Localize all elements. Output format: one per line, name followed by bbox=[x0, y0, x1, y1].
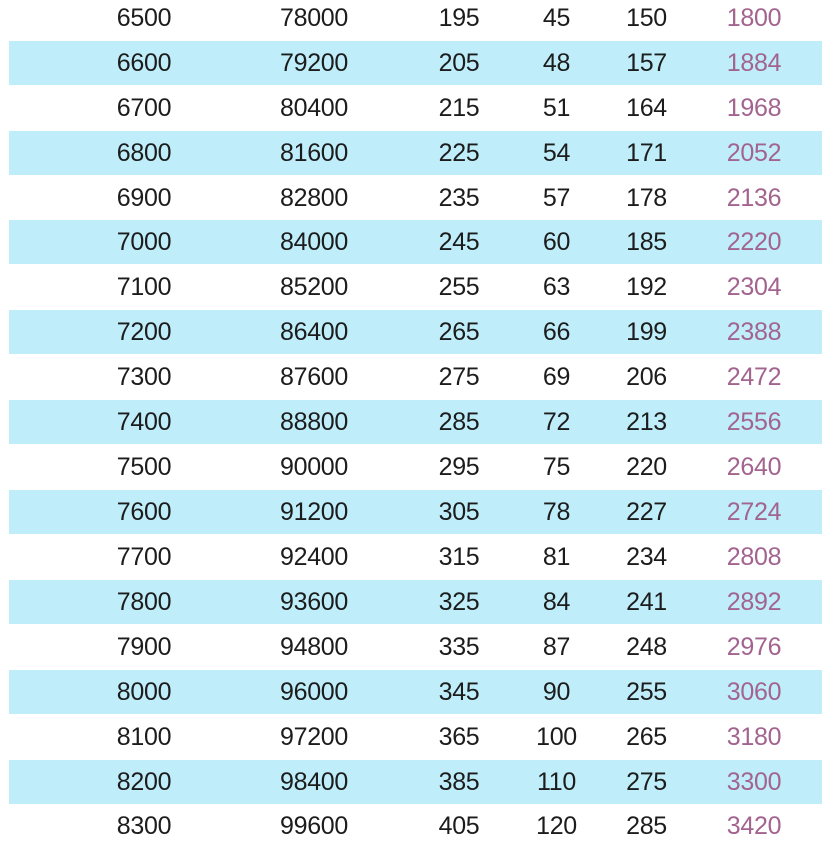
table-cell: 2640 bbox=[726, 453, 782, 481]
table-cell: 87 bbox=[542, 633, 571, 661]
table-cell: 94800 bbox=[279, 633, 349, 661]
table-cell: 7100 bbox=[116, 273, 172, 301]
table-cell: 120 bbox=[536, 812, 577, 840]
table-cell: 48 bbox=[542, 49, 571, 77]
table-cell: 195 bbox=[438, 4, 480, 32]
table-cell: 1968 bbox=[726, 94, 782, 122]
table-cell: 7300 bbox=[116, 363, 172, 391]
table-cell: 1884 bbox=[726, 49, 782, 77]
table-cell: 285 bbox=[626, 812, 667, 840]
table-cell: 87600 bbox=[279, 363, 349, 391]
table-cell: 192 bbox=[626, 273, 667, 301]
table-cell: 100 bbox=[536, 723, 577, 751]
table-cell: 405 bbox=[438, 812, 480, 840]
table-cell: 8300 bbox=[116, 812, 172, 840]
table-row bbox=[9, 220, 822, 264]
table-cell: 63 bbox=[542, 273, 571, 301]
table-cell: 99600 bbox=[279, 812, 349, 840]
table-cell: 78 bbox=[542, 498, 571, 526]
table-cell: 69 bbox=[542, 363, 571, 391]
table-cell: 6600 bbox=[116, 49, 172, 77]
table-cell: 2976 bbox=[726, 633, 782, 661]
table-cell: 185 bbox=[626, 228, 667, 256]
table-cell: 110 bbox=[537, 768, 576, 796]
table-cell: 80400 bbox=[279, 94, 349, 122]
table-cell: 150 bbox=[626, 4, 667, 32]
table-cell: 2724 bbox=[726, 498, 782, 526]
table-row bbox=[9, 760, 822, 804]
table-cell: 96000 bbox=[279, 678, 349, 706]
table-cell: 84000 bbox=[279, 228, 349, 256]
table-cell: 2556 bbox=[726, 408, 782, 436]
table-row bbox=[9, 0, 822, 40]
table-cell: 92400 bbox=[279, 543, 349, 571]
table-cell: 60 bbox=[542, 228, 571, 256]
table-cell: 91200 bbox=[279, 498, 349, 526]
table-cell: 215 bbox=[438, 94, 480, 122]
table-cell: 6800 bbox=[116, 139, 172, 167]
table-row bbox=[9, 86, 822, 130]
table-cell: 227 bbox=[626, 498, 667, 526]
table-cell: 265 bbox=[438, 318, 480, 346]
table-cell: 45 bbox=[542, 4, 571, 32]
table-cell: 7000 bbox=[116, 228, 172, 256]
table-cell: 2472 bbox=[726, 363, 782, 391]
table-cell: 66 bbox=[542, 318, 571, 346]
table-cell: 3420 bbox=[726, 812, 782, 840]
table-cell: 98400 bbox=[279, 768, 349, 796]
table-cell: 275 bbox=[626, 768, 667, 796]
table-cell: 275 bbox=[438, 363, 480, 391]
table-cell: 6700 bbox=[116, 94, 172, 122]
table-cell: 255 bbox=[438, 273, 480, 301]
table-cell: 234 bbox=[626, 543, 667, 571]
table-cell: 75 bbox=[542, 453, 571, 481]
table-cell: 6500 bbox=[116, 4, 172, 32]
table-cell: 213 bbox=[626, 408, 667, 436]
table-cell: 206 bbox=[626, 363, 667, 391]
table-cell: 265 bbox=[626, 723, 667, 751]
table-cell: 7500 bbox=[116, 453, 172, 481]
table-cell: 157 bbox=[626, 49, 667, 77]
table-cell: 78000 bbox=[279, 4, 349, 32]
table-cell: 57 bbox=[542, 184, 571, 212]
table-cell: 315 bbox=[438, 543, 480, 571]
table-cell: 2052 bbox=[726, 139, 782, 167]
table-cell: 82800 bbox=[279, 184, 349, 212]
table-cell: 3060 bbox=[726, 678, 782, 706]
table-cell: 205 bbox=[438, 49, 480, 77]
table-cell: 171 bbox=[626, 139, 667, 167]
table-row bbox=[9, 265, 822, 309]
table-cell: 164 bbox=[626, 94, 667, 122]
table-row bbox=[9, 41, 822, 85]
table-cell: 2304 bbox=[726, 273, 782, 301]
table-cell: 2220 bbox=[726, 228, 782, 256]
table-row bbox=[9, 131, 822, 175]
table-cell: 220 bbox=[626, 453, 667, 481]
table-cell: 255 bbox=[626, 678, 667, 706]
table-cell: 7400 bbox=[116, 408, 172, 436]
table-cell: 7200 bbox=[116, 318, 172, 346]
table-cell: 225 bbox=[438, 139, 480, 167]
table-cell: 2136 bbox=[726, 184, 782, 212]
table-cell: 8000 bbox=[116, 678, 172, 706]
table-cell: 2388 bbox=[726, 318, 782, 346]
table-cell: 2892 bbox=[726, 588, 782, 616]
table-row bbox=[9, 715, 822, 759]
table-row bbox=[9, 355, 822, 399]
table-cell: 81600 bbox=[279, 139, 349, 167]
table-cell: 90 bbox=[542, 678, 571, 706]
table-cell: 8100 bbox=[116, 723, 172, 751]
table-cell: 3300 bbox=[726, 768, 782, 796]
table-row bbox=[9, 176, 822, 220]
table-cell: 72 bbox=[542, 408, 571, 436]
table-cell: 365 bbox=[438, 723, 480, 751]
table-cell: 7600 bbox=[116, 498, 172, 526]
table-cell: 2808 bbox=[726, 543, 782, 571]
table-row bbox=[9, 535, 822, 579]
table-cell: 345 bbox=[438, 678, 480, 706]
table-cell: 178 bbox=[626, 184, 667, 212]
table-cell: 1800 bbox=[726, 4, 782, 32]
table-cell: 86400 bbox=[279, 318, 349, 346]
table-row bbox=[9, 670, 822, 714]
table-cell: 7800 bbox=[116, 588, 172, 616]
table-cell: 295 bbox=[438, 453, 480, 481]
table-cell: 85200 bbox=[279, 273, 349, 301]
table-row bbox=[9, 400, 822, 444]
table-cell: 245 bbox=[438, 228, 480, 256]
table-cell: 6900 bbox=[116, 184, 172, 212]
table-cell: 305 bbox=[438, 498, 480, 526]
table-cell: 93600 bbox=[279, 588, 349, 616]
table-cell: 385 bbox=[438, 768, 480, 796]
table-cell: 88800 bbox=[279, 408, 349, 436]
table-cell: 241 bbox=[626, 588, 667, 616]
table-cell: 235 bbox=[438, 184, 480, 212]
table-cell: 248 bbox=[626, 633, 667, 661]
table-cell: 54 bbox=[542, 139, 571, 167]
table-row bbox=[9, 445, 822, 489]
table-cell: 51 bbox=[542, 94, 571, 122]
table-cell: 8200 bbox=[116, 768, 172, 796]
table-cell: 90000 bbox=[279, 453, 349, 481]
table-cell: 81 bbox=[542, 543, 571, 571]
table-row bbox=[9, 625, 822, 669]
table-row bbox=[9, 490, 822, 534]
table-row bbox=[9, 310, 822, 354]
table-cell: 335 bbox=[438, 633, 480, 661]
table-cell: 285 bbox=[438, 408, 480, 436]
table-cell: 3180 bbox=[726, 723, 782, 751]
table-cell: 325 bbox=[438, 588, 480, 616]
table-row bbox=[9, 580, 822, 624]
table-cell: 7700 bbox=[116, 543, 172, 571]
table-cell: 84 bbox=[542, 588, 571, 616]
table-cell: 79200 bbox=[279, 49, 349, 77]
table-row bbox=[9, 804, 822, 848]
table-cell: 7900 bbox=[116, 633, 172, 661]
table-cell: 97200 bbox=[279, 723, 349, 751]
table-cell: 199 bbox=[626, 318, 667, 346]
